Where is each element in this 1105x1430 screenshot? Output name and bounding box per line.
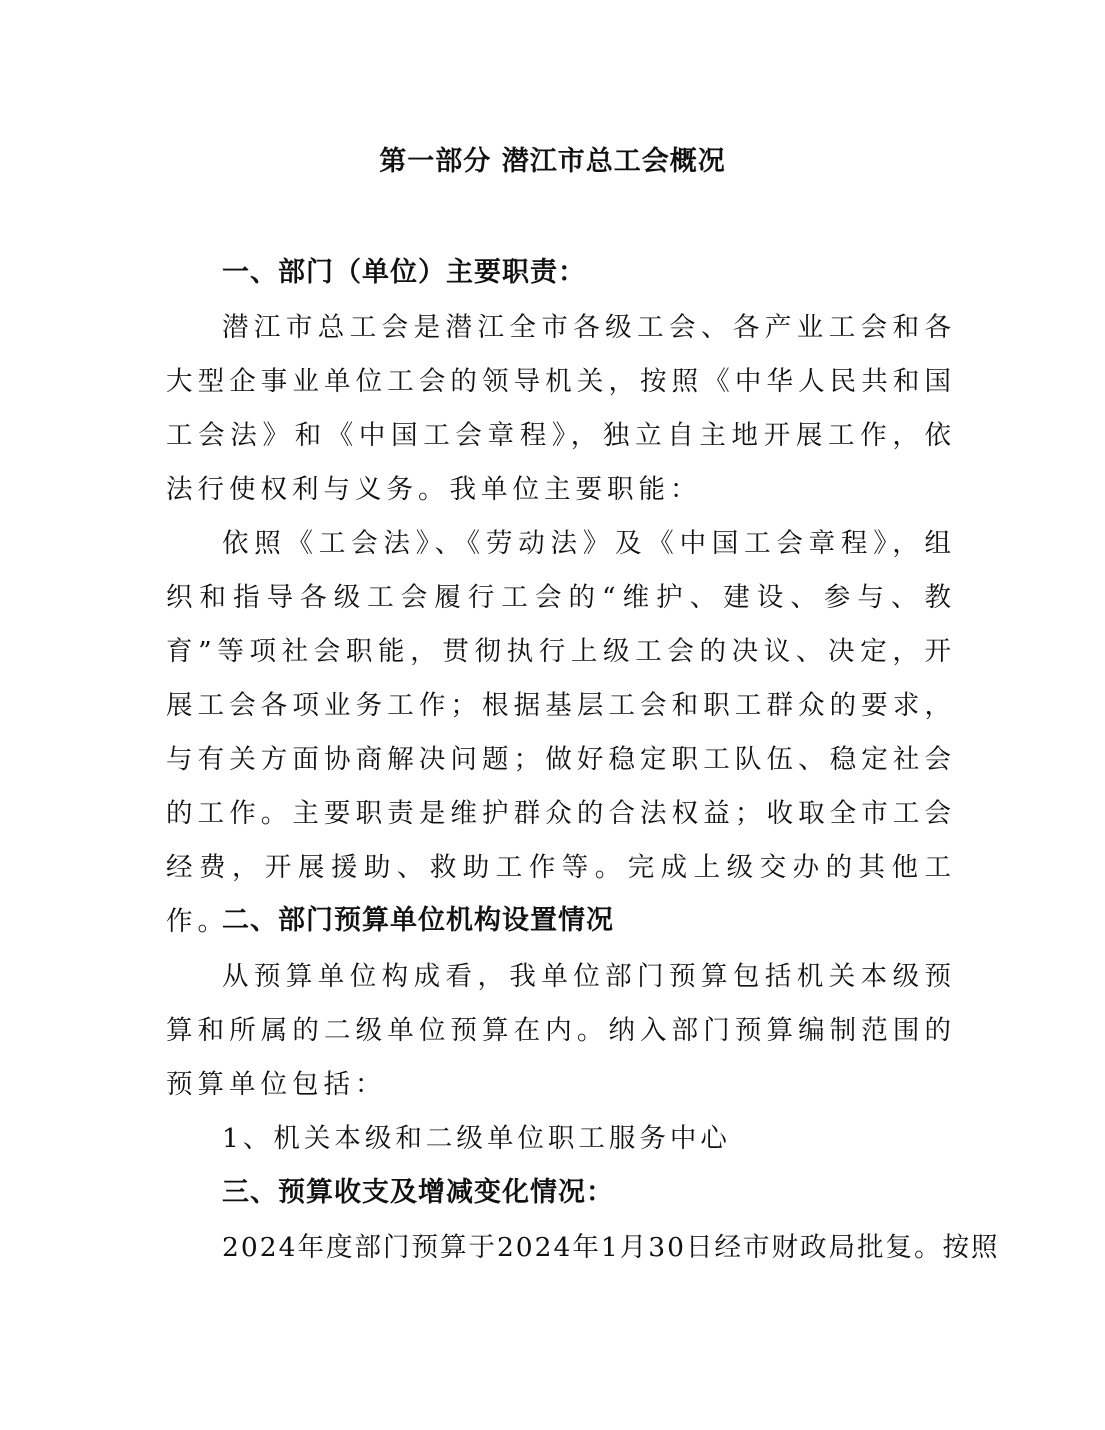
list-item-unit: 1、机关本级和二级单位职工服务中心 [222, 1123, 731, 1154]
paragraph-organization-intro: 潜江市总工会是潜江全市各级工会、各产业工会和各大型企事业单位工会的领导机关，按照《中华人民共和国工会法》和《中国工会章程》，独立自主地开展工作，依法行使权利与义务。我单位主要职能： [166, 312, 956, 505]
section-heading-structure: 二、部门预算单位机构设置情况 [222, 905, 614, 936]
section-heading-responsibilities: 一、部门（单位）主要职责： [222, 257, 586, 288]
page-title: 第一部分 潜江市总工会概况 [379, 146, 726, 177]
paragraph-budget-approval: 2024年度部门预算于2024年1月30日经市财政局批复。按照 [222, 1232, 1000, 1263]
paragraph-main-functions: 依照《工会法》、《劳动法》及《中国工会章程》，组织和指导各级工会履行工会的“维护、建设、参与、教育”等项社会职能，贯彻执行上级工会的决议、决定，开展工会各项业务工作；根据基层工会和职工群众的要求，与有关方面协商解决问题；做好稳定职工队伍、稳定社会的工作。主要职责是维护群众的合法权益；收取全市工会经费，开展援助、救助工作等。完成上级交办的其他工作。 [166, 528, 956, 937]
paragraph-budget-units: 从预算单位构成看，我单位部门预算包括机关本级预算和所属的二级单位预算在内。纳入部门预算编制范围的预算单位包括： [166, 961, 956, 1100]
section-heading-budget-changes: 三、预算收支及增减变化情况： [222, 1177, 614, 1208]
